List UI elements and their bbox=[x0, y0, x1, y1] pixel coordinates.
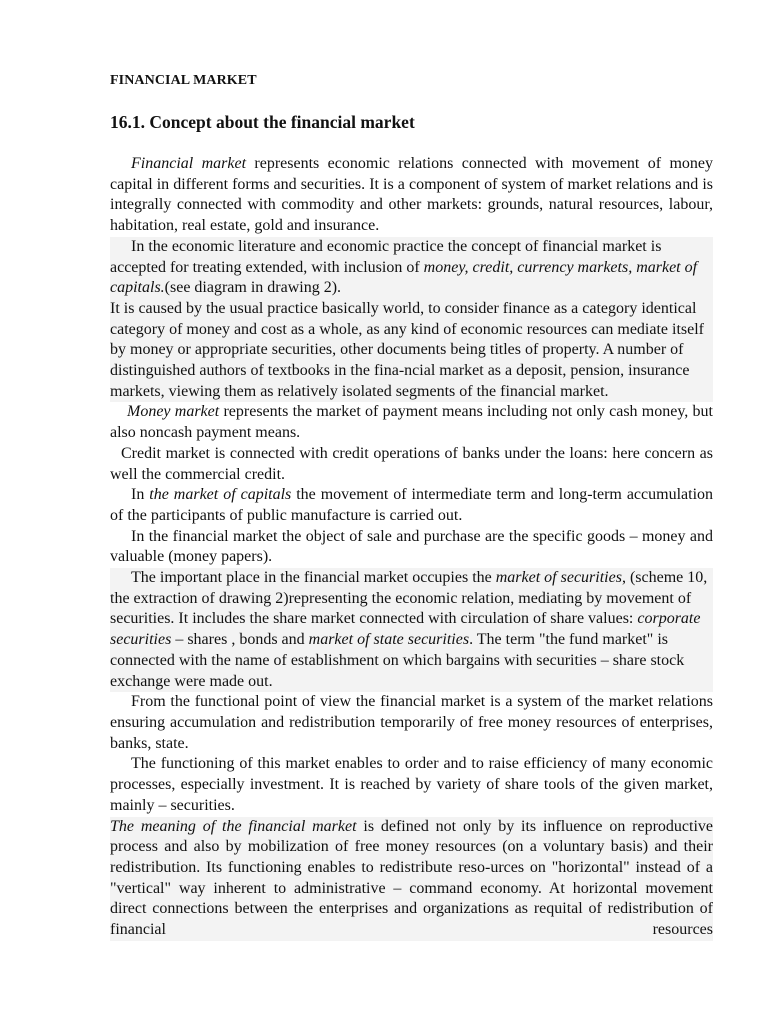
paragraph-market-of-securities: The important place in the financial market occupies the market of securities, (scheme 10, the extraction of drawing 2)representing the economic relation, mediating by movement of securities. It includes the share market connected with circulation of share values: corporate securities – shares , bonds and market of state securities. The term "the fund market" is connected with the name of establishment on which bargains with securities – share stock exchange were made out. bbox=[110, 568, 713, 692]
paragraph-object-of-sale: In the financial market the object of sale and purchase are the specific goods – money and valuable (money papers). bbox=[110, 527, 713, 566]
paragraph-extended-concept: In the economic literature and economic practice the concept of financial market is accepted for treating extended, with inclusion of money, credit, currency markets, market of capitals.(see diagram in drawing 2). bbox=[110, 237, 713, 299]
paragraph-meaning: The meaning of the financial market is defined not only by its influence on reproductive process and also by mobilization of free money resources (on a voluntary basis) and their redistribution. Its functioning enables to redistribute reso-urces on "horizontal" instead of a "vertical" way inherent to administrative – command economy. At horizontal movement direct connections between the enterprises and organizations as requital of redistribution of financial resources bbox=[110, 817, 713, 941]
paragraph-money-market: Money market represents the market of payment means including not only cash money, but also noncash payment means. bbox=[110, 403, 713, 442]
paragraph-credit-market: Credit market is connected with credit operations of banks under the loans: here concern as well the commercial credit. bbox=[110, 444, 713, 483]
italic-term: The meaning of the financial market bbox=[110, 817, 357, 835]
italic-term: market of securities bbox=[495, 569, 622, 587]
italic-term: Money market bbox=[127, 403, 220, 421]
body-text bbox=[110, 154, 713, 941]
italic-term: corporate securities bbox=[110, 610, 701, 649]
paragraph-market-of-capitals: In the market of capitals the movement of intermediate term and long-term accumulation of the participants of public manufacture is carried out. bbox=[110, 486, 714, 524]
italic-term: market of state securities bbox=[308, 631, 470, 649]
italic-term: the market of capitals bbox=[149, 486, 292, 504]
italic-term: Financial market bbox=[131, 155, 247, 172]
section-title: 16.1. Concept about the financial market bbox=[110, 112, 415, 132]
chapter-title: FINANCIAL MARKET bbox=[110, 73, 257, 88]
paragraph-financial-market-definition: Financial market represents economic relations connected with movement of money capital in different forms and securities. It is a component of system of market relations and is integrally connected with commodity and other markets: grounds, natural resources, labour, habitation, real estate, gold and insurance. bbox=[110, 155, 714, 235]
paragraph-functioning: The functioning of this market enables to order and to raise efficiency of many economic processes, especially investment. It is reached by variety of share tools of the given market, mainly – securities. bbox=[110, 755, 713, 814]
paragraph-usual-practice: It is caused by the usual practice basically world, to consider finance as a category identical category of money and cost as a whole, as any kind of economic resources can mediate itself by money or appropriate securities, other documents being titles of property. A number of distinguished authors of textbooks in the fina-ncial market as a deposit, pension, insurance markets, viewing them as relatively isolated segments of the financial market. bbox=[110, 299, 713, 403]
italic-term: money, credit, currency markets, market of capitals. bbox=[110, 258, 698, 297]
paragraph-functional-view: From the functional point of view the financial market is a system of the market relations ensuring accumulation and redistribution temporarily of free money resources of enterprises, banks, state. bbox=[110, 693, 713, 752]
